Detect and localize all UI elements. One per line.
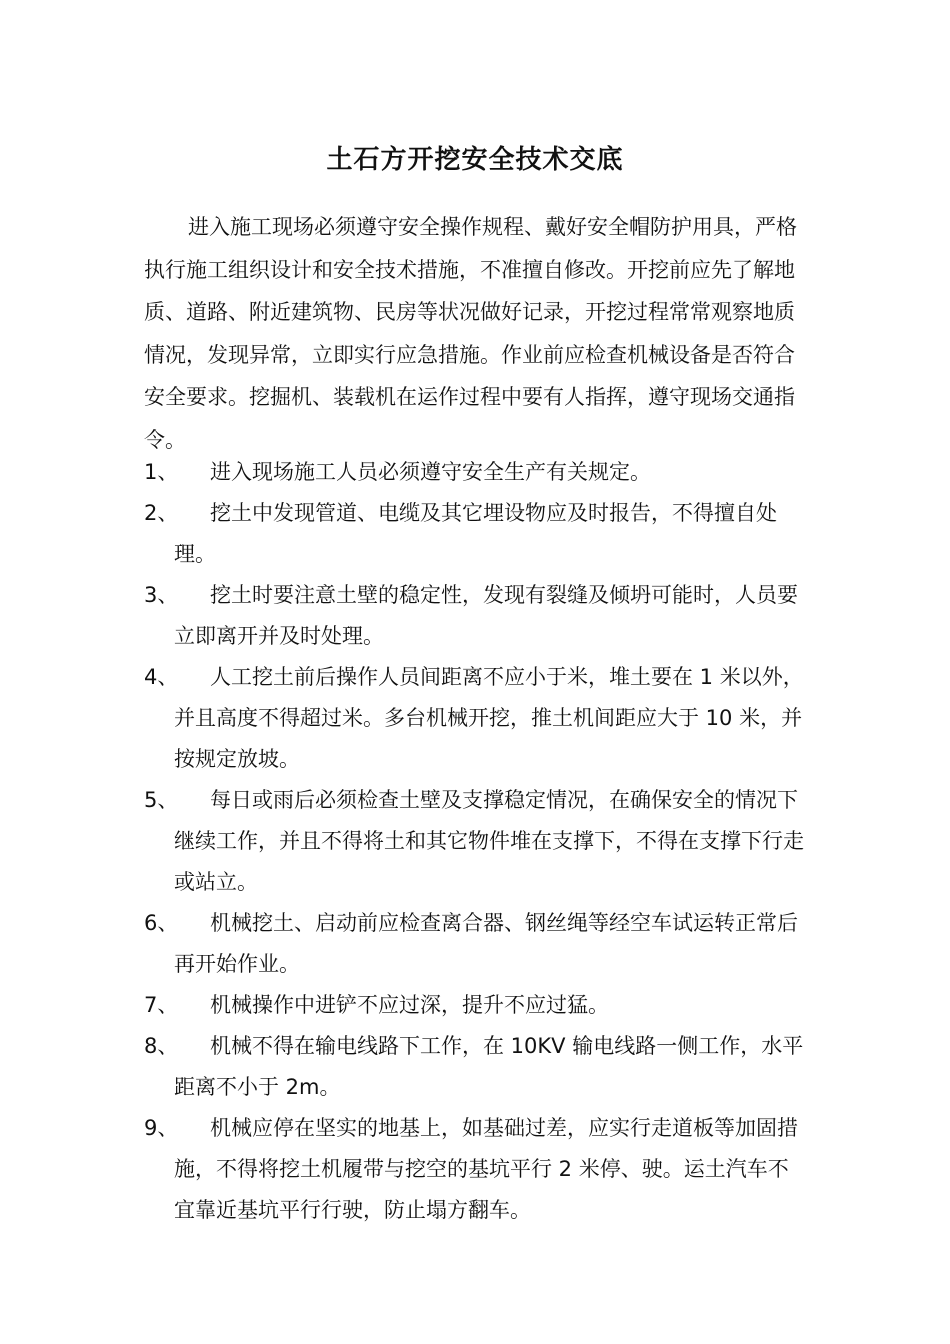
item-text: 挖土中发现管道、电缆及其它埋设物应及时报告，不得擅自处理。 (174, 501, 777, 566)
list-item (144, 780, 808, 903)
list-item (144, 493, 808, 575)
list-item (144, 903, 808, 985)
item-text: 机械挖土、启动前应检查离合器、钢丝绳等经空车试运转正常后再开始作业。 (174, 911, 798, 976)
item-number: 1、 (144, 460, 179, 484)
list-item (144, 657, 808, 780)
document-title: 土石方开挖安全技术交底 (326, 145, 624, 175)
item-number: 7、 (144, 993, 179, 1017)
list-item (144, 452, 808, 493)
list-item (144, 575, 808, 657)
item-text: 机械不得在输电线路下工作，在 10KV 输电线路一侧工作，水平距离不小于 2m。 (174, 1034, 804, 1099)
item-number: 4、 (144, 665, 179, 689)
item-text: 机械操作中进铲不应过深，提升不应过猛。 (210, 993, 609, 1017)
item-number: 2、 (144, 501, 179, 525)
item-text: 每日或雨后必须检查土壁及支撑稳定情况，在确保安全的情况下继续工作，并且不得将土和其它物件堆在支撑下，不得在支撑下行走或站立。 (174, 788, 804, 894)
item-text: 人工挖土前后操作人员间距离不应小于米，堆土要在 1 米以外，并且高度不得超过米。多台机械开挖，推土机间距应大于 10 米，并按规定放坡。 (174, 665, 804, 771)
rules-list (144, 452, 808, 1231)
list-item (144, 1108, 808, 1231)
item-text: 进入现场施工人员必须遵守安全生产有关规定。 (210, 460, 651, 484)
list-item (144, 985, 808, 1026)
item-number: 8、 (144, 1034, 179, 1058)
item-number: 9、 (144, 1116, 179, 1140)
item-text: 机械应停在坚实的地基上，如基础过差，应实行走道板等加固措施，不得将挖土机履带与挖空的基坑平行 2 米停、驶。运土汽车不宜靠近基坑平行行驶，防止塌方翻车。 (174, 1116, 798, 1222)
item-text: 挖土时要注意土壁的稳定性，发现有裂缝及倾坍可能时，人员要立即离开并及时处理。 (174, 583, 798, 648)
intro-paragraph: 进入施工现场必须遵守安全操作规程、戴好安全帽防护用具，严格执行施工组织设计和安全技术措施，不准擅自修改。开挖前应先了解地质、道路、附近建筑物、民房等状况做好记录，开挖过程常常观察地质情况，发现异常，立即实行应急措施。作业前应检查机械设备是否符合安全要求。挖掘机、装载机在运作过程中要有人指挥，遵守现场交通指令。 (144, 215, 797, 452)
item-number: 3、 (144, 583, 179, 607)
item-number: 6、 (144, 911, 179, 935)
item-number: 5、 (144, 788, 179, 812)
list-item (144, 1026, 808, 1108)
